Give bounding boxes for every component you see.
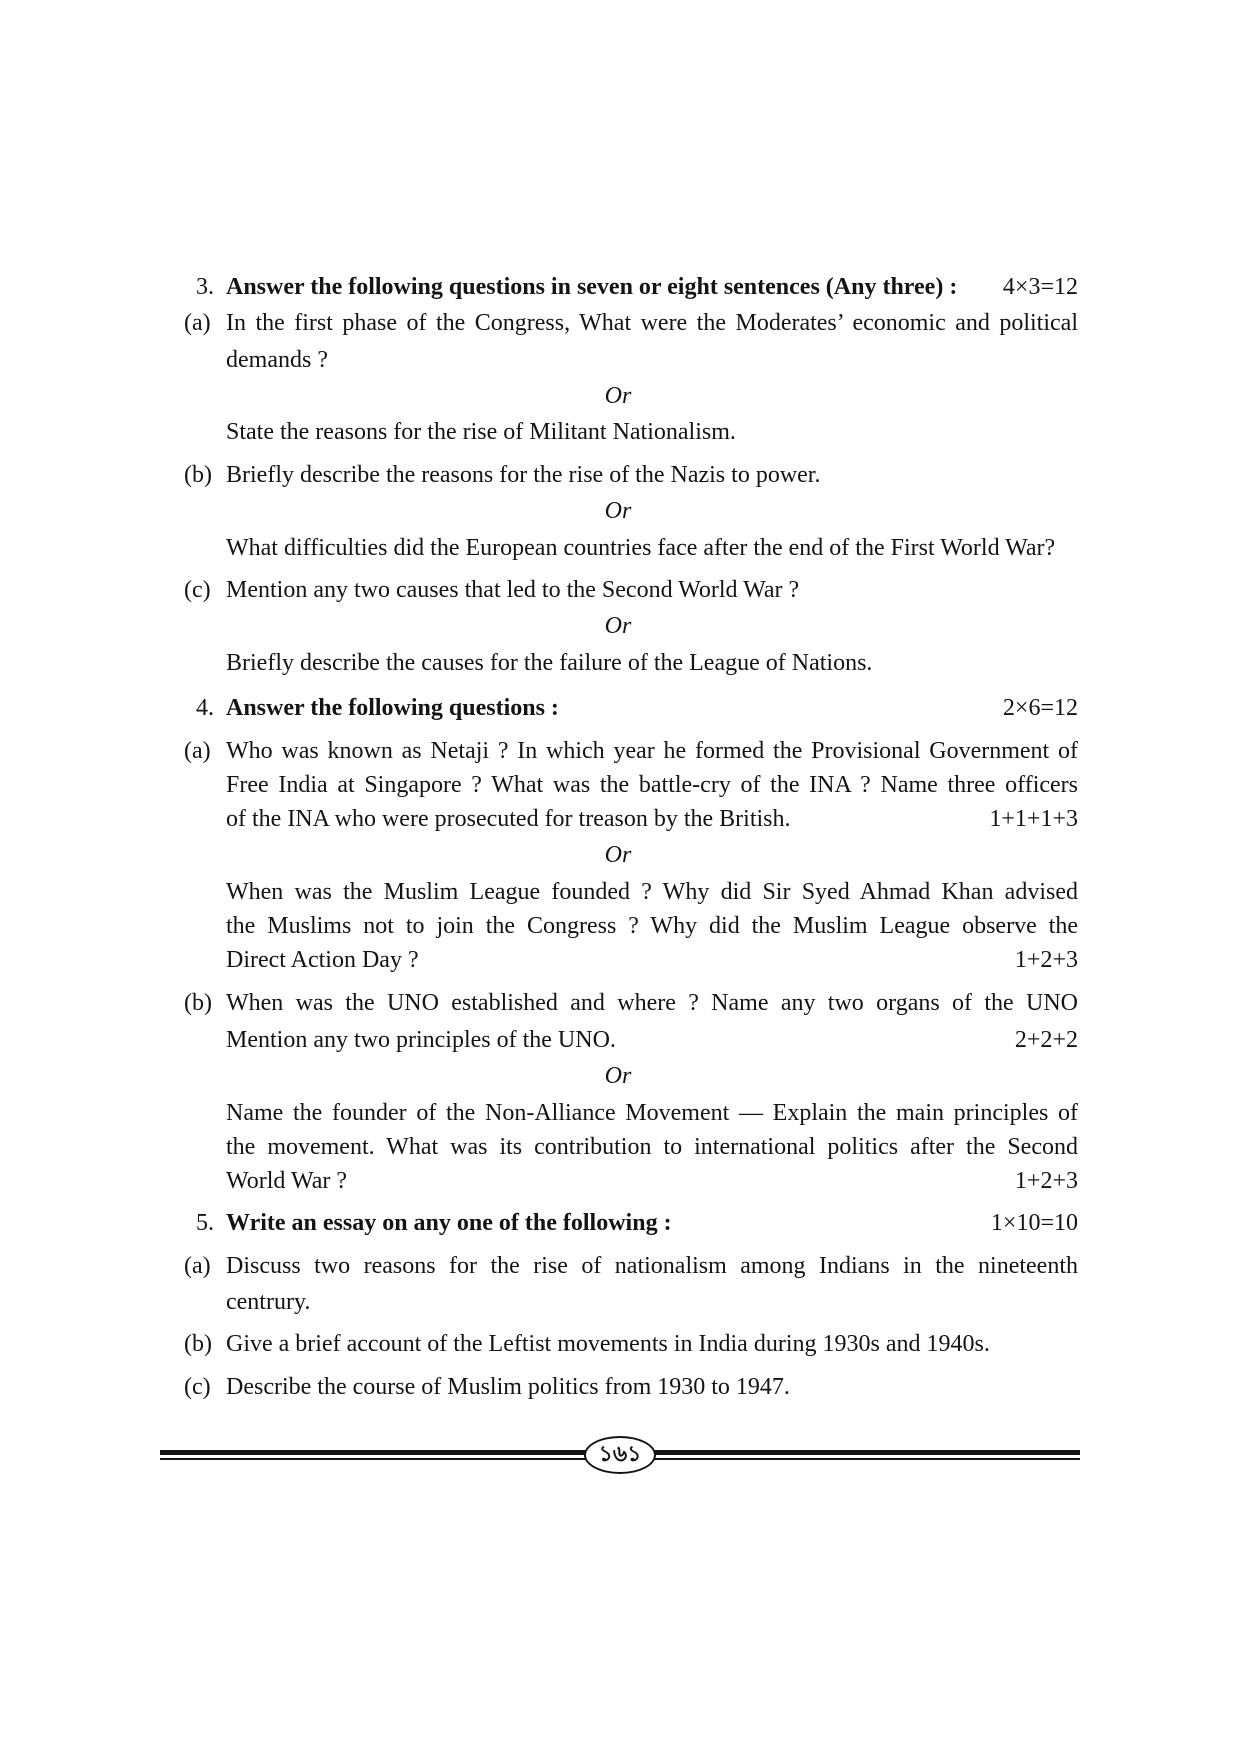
q4-number: 4. <box>196 695 214 721</box>
q3-heading: Answer the following questions in seven or eight sentences (Any three) : <box>226 274 958 300</box>
q3a-alt-text: State the reasons for the rise of Militant Nationalism. <box>226 419 736 445</box>
q3b-or <box>0 496 1240 526</box>
q4-heading-line <box>0 693 1240 723</box>
q3b-line1 <box>0 460 1240 490</box>
q5c-line1 <box>0 1372 1240 1402</box>
q3c-alt-text: Briefly describe the causes for the failure of the League of Nations. <box>226 650 873 676</box>
q4b-marks: 2+2+2 <box>1014 1027 1078 1053</box>
q4b-alt-text-line3: World War ? <box>226 1168 347 1194</box>
q3b-text-line1: Briefly describe the reasons for the rise of the Nazis to power. <box>226 462 821 488</box>
q4a-alt-line2 <box>0 911 1240 941</box>
q4b-alt-line2 <box>0 1132 1240 1162</box>
page-number: ১৬১ <box>584 1436 656 1474</box>
q4a-alt-line1 <box>0 877 1240 907</box>
or-separator: Or <box>604 842 632 868</box>
q4a-alt-text-line2: the Muslims not to join the Congress ? Why did the Muslim League observe the <box>226 913 1078 939</box>
q4a-or <box>0 840 1240 870</box>
q3a-or <box>0 381 1240 411</box>
q3c-or <box>0 611 1240 641</box>
page-footer <box>160 1436 1080 1476</box>
q3c-line1 <box>0 575 1240 605</box>
q4a-line1 <box>0 736 1240 766</box>
q3c-alt <box>0 648 1240 678</box>
q5c-label: (c) <box>184 1374 211 1400</box>
q5-number: 5. <box>196 1210 214 1236</box>
q4a-alt-text-line1: When was the Muslim League founded ? Why did Sir Syed Ahmad Khan advised <box>226 879 1078 905</box>
q4a-line2 <box>0 770 1240 800</box>
q4b-alt-marks: 1+2+3 <box>1014 1168 1078 1194</box>
q5b-line1 <box>0 1329 1240 1359</box>
q5b-text-line1: Give a brief account of the Leftist movements in India during 1930s and 1940s. <box>226 1331 990 1357</box>
q4-marks: 2×6=12 <box>1002 695 1078 721</box>
q4b-alt-text-line1: Name the founder of the Non-Alliance Movement — Explain the main principles of <box>226 1100 1078 1126</box>
q4a-text-line3: of the INA who were prosecuted for treason by the British. <box>226 806 791 832</box>
q5a-text-line2: centrury. <box>226 1289 311 1315</box>
q3b-label: (b) <box>184 462 212 488</box>
q3a-label: (a) <box>184 310 211 336</box>
or-separator: Or <box>604 498 632 524</box>
or-separator: Or <box>604 613 632 639</box>
q5-marks: 1×10=10 <box>990 1210 1078 1236</box>
q4b-alt-line3 <box>0 1166 1240 1196</box>
q5a-line2 <box>0 1287 1240 1317</box>
q5a-text-line1: Discuss two reasons for the rise of nationalism among Indians in the nineteenth <box>226 1253 1078 1279</box>
or-separator: Or <box>604 383 632 409</box>
q4a-line3 <box>0 804 1240 834</box>
q5-heading: Write an essay on any one of the following : <box>226 1210 672 1236</box>
q5c-text-line1: Describe the course of Muslim politics from 1930 to 1947. <box>226 1374 790 1400</box>
q3a-text-line2: demands ? <box>226 347 328 373</box>
q3a-line1 <box>0 308 1240 338</box>
q4b-text-line1: When was the UNO established and where ? Name any two organs of the UNO <box>226 990 1078 1016</box>
q5a-line1 <box>0 1251 1240 1281</box>
or-separator: Or <box>604 1063 632 1089</box>
q3b-alt-text: What difficulties did the European countries face after the end of the First World War? <box>226 535 1056 561</box>
q4a-alt-text-line3: Direct Action Day ? <box>226 947 419 973</box>
q4a-text-line1: Who was known as Netaji ? In which year he formed the Provisional Government of <box>226 738 1078 764</box>
q4b-or <box>0 1061 1240 1091</box>
q4b-label: (b) <box>184 990 212 1016</box>
q3a-text-line1: In the first phase of the Congress, What were the Moderates’ economic and political <box>226 310 1078 336</box>
q4b-alt-text-line2: the movement. What was its contribution to international politics after the Second <box>226 1134 1078 1160</box>
q4a-alt-marks: 1+2+3 <box>1014 947 1078 973</box>
q3b-alt <box>0 533 1240 563</box>
q5a-label: (a) <box>184 1253 211 1279</box>
q4b-line1 <box>0 988 1240 1018</box>
q4-heading: Answer the following questions : <box>226 695 559 721</box>
q3-heading-line <box>0 272 1240 302</box>
q3c-label: (c) <box>184 577 211 603</box>
q4a-marks: 1+1+1+3 <box>989 806 1078 832</box>
q3-marks: 4×3=12 <box>1002 274 1078 300</box>
q4b-text-line2: Mention any two principles of the UNO. <box>226 1027 616 1053</box>
q3c-text-line1: Mention any two causes that led to the Second World War ? <box>226 577 800 603</box>
q5b-label: (b) <box>184 1331 212 1357</box>
q4a-label: (a) <box>184 738 211 764</box>
q3a-line2 <box>0 345 1240 375</box>
q4a-text-line2: Free India at Singapore ? What was the battle-cry of the INA ? Name three officers <box>226 772 1078 798</box>
q4a-alt-line3 <box>0 945 1240 975</box>
q3a-alt <box>0 417 1240 447</box>
q4b-alt-line1 <box>0 1098 1240 1128</box>
q5-heading-line <box>0 1208 1240 1238</box>
q4b-line2 <box>0 1025 1240 1055</box>
q3-number: 3. <box>196 274 214 300</box>
